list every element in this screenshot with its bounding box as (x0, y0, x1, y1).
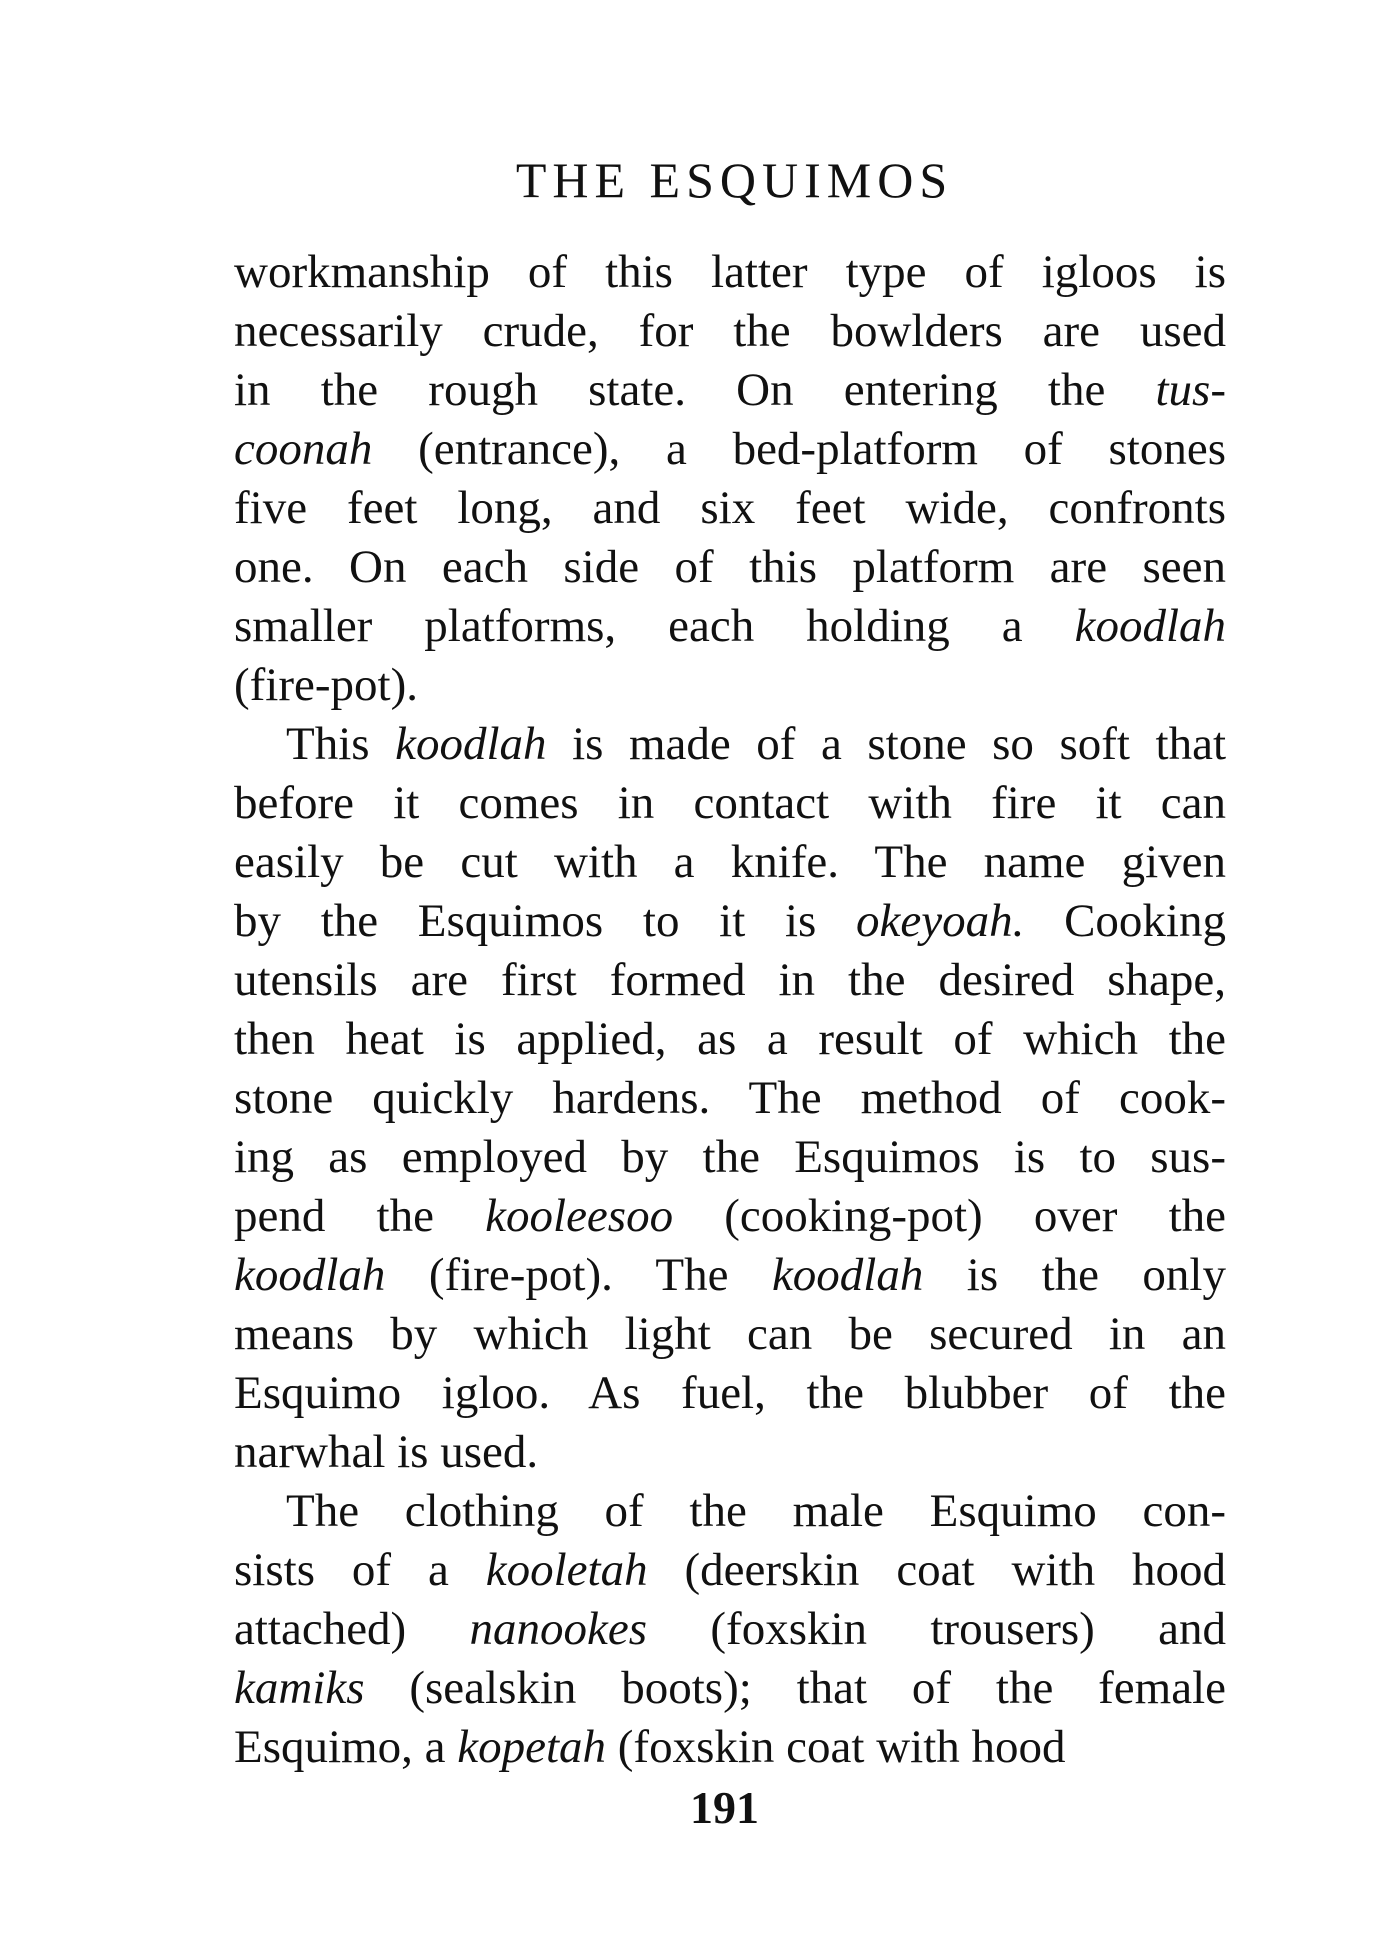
paragraph (234, 1482, 1226, 1777)
text-line: kamiks (sealskin boots); that of the female (234, 1662, 1226, 1714)
text-line: sists of a kooletah (deerskin coat with hood (234, 1544, 1226, 1596)
italic-term: okeyoah. (856, 895, 1025, 947)
italic-term: kooletah (485, 1544, 648, 1596)
text-line: by the Esquimos to it is okeyoah. Cooking (234, 895, 1226, 947)
italic-term: kopetah (457, 1721, 607, 1773)
text-line: necessarily crude, for the bowlders are used (234, 305, 1226, 357)
text-line: utensils are first formed in the desired shape, (234, 954, 1226, 1006)
text-line: Esquimo, a kopetah (foxskin coat with hood (234, 1721, 1066, 1773)
text-line: five feet long, and six feet wide, confronts (234, 482, 1226, 534)
italic-term: koodlah (771, 1249, 924, 1301)
paragraph (234, 715, 1226, 1482)
paragraph (234, 243, 1226, 715)
italic-term: koodlah (1074, 600, 1226, 652)
text-line: easily be cut with a knife. The name given (234, 836, 1226, 888)
text-line: smaller platforms, each holding a koodlah (234, 600, 1226, 652)
text-line: then heat is applied, as a result of which the (234, 1013, 1226, 1065)
text-line: in the rough state. On entering the tus- (234, 364, 1226, 416)
text-line: ing as employed by the Esquimos is to sus- (234, 1131, 1226, 1183)
italic-term: coonah (234, 423, 373, 475)
text-line: Esquimo igloo. As fuel, the blubber of the (234, 1367, 1226, 1419)
italic-term: tus- (1155, 364, 1226, 416)
text-line: stone quickly hardens. The method of cook- (234, 1072, 1226, 1124)
page-number: 191 (690, 1782, 759, 1833)
text-line: before it comes in contact with fire it can (234, 777, 1226, 829)
italic-term: kooleesoo (485, 1190, 674, 1242)
italic-term: kamiks (234, 1662, 365, 1714)
text-line: attached) nanookes (foxskin trousers) and (234, 1603, 1227, 1655)
text-line: one. On each side of this platform are seen (234, 541, 1226, 593)
text-line: coonah (entrance), a bed-platform of stones (234, 423, 1226, 475)
text-line: The clothing of the male Esquimo con- (286, 1485, 1226, 1537)
text-line: workmanship of this latter type of igloos is (234, 246, 1226, 298)
text-line: narwhal is used. (234, 1426, 539, 1478)
italic-term: koodlah (395, 718, 547, 770)
text-line: This koodlah is made of a stone so soft that (286, 718, 1226, 770)
italic-term: koodlah (234, 1249, 386, 1301)
body-text (234, 243, 1226, 1777)
text-line: koodlah (fire-pot). The koodlah is the only (234, 1249, 1226, 1301)
italic-term: nanookes (469, 1603, 648, 1655)
running-head: THE ESQUIMOS (515, 152, 954, 208)
text-line: pend the kooleesoo (cooking-pot) over the (234, 1190, 1226, 1242)
text-line: means by which light can be secured in an (234, 1308, 1226, 1360)
text-line: (fire-pot). (234, 659, 418, 711)
